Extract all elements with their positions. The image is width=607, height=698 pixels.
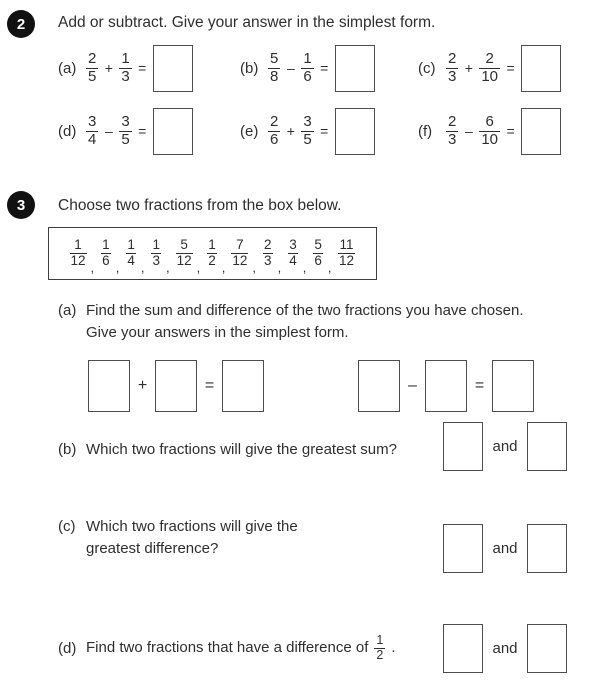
sum-equation [88,360,264,412]
bank-fraction [287,238,299,268]
question-2-prompt: Add or subtract. Give your answer in the simplest form. [58,14,436,31]
fraction-denominator: 5 [303,130,312,148]
fraction-numerator: 5 [270,50,279,68]
fraction [301,51,313,84]
question-3-badge: 3 [7,191,35,219]
fraction [374,634,385,662]
fraction-numerator: 3 [289,237,297,253]
answer-box[interactable] [335,45,375,92]
operator: + [464,60,473,76]
fraction-numerator: 2 [88,50,97,68]
item-label: (b) [240,59,259,77]
fraction-denominator: 12 [176,253,192,268]
fraction-numerator: 6 [485,113,494,131]
fraction-denominator: 12 [338,253,354,268]
fraction [86,114,98,147]
separator: , [140,260,145,275]
q2-item-b [240,43,375,93]
q2-item-c [418,43,561,93]
answer-box[interactable] [153,108,193,155]
fraction-numerator: 5 [180,237,188,253]
answer-box[interactable] [527,624,567,673]
fraction-numerator: 2 [485,50,494,68]
answer-box[interactable] [358,360,400,412]
answer-box[interactable] [443,422,483,471]
part-d-text: Find two fractions that have a difference of [86,639,369,656]
part-c-label: (c) [58,518,76,535]
fraction-denominator: 4 [88,130,97,148]
part-d-answer-group [443,624,567,673]
bank-fraction [337,238,355,268]
part-b-answer-group [443,422,567,471]
fraction [119,114,131,147]
equals-sign: = [138,123,147,139]
operator: + [286,123,295,139]
question-2-badge: 2 [7,10,35,38]
answer-box[interactable] [443,524,483,573]
question-3-prompt: Choose two fractions from the box below. [58,197,342,214]
fraction [446,51,458,84]
answer-box[interactable] [521,108,561,155]
part-a-line2: Give your answers in the simplest form. [86,324,349,341]
operator: – [104,123,113,139]
fraction-denominator: 6 [314,253,322,268]
fraction-numerator: 7 [236,237,244,253]
answer-box[interactable] [492,360,534,412]
fraction-numerator: 1 [152,237,160,253]
q2-item-d [58,106,193,156]
fraction [479,114,500,147]
part-d-label: (d) [58,639,77,657]
item-label: (f) [418,122,433,140]
separator: , [327,260,332,275]
equals-sign: = [204,377,215,394]
fraction-numerator: 1 [376,633,384,647]
period: . [391,639,396,656]
fraction-denominator: 6 [270,130,279,148]
answer-box[interactable] [521,45,561,92]
fraction-denominator: 3 [152,253,160,268]
fraction-denominator: 8 [270,67,279,85]
fraction [479,51,500,84]
separator: , [165,260,170,275]
part-c-line1: Which two fractions will give the [86,518,298,535]
minus-sign: – [408,377,417,394]
answer-box[interactable] [335,108,375,155]
and-label: and [492,540,518,557]
bank-fraction [150,238,162,268]
item-label: (d) [58,122,77,140]
equals-sign: = [506,60,515,76]
bank-fraction [125,238,137,268]
answer-box[interactable] [155,360,197,412]
fraction-bank-box [48,227,377,280]
part-c-answer-group [443,524,567,573]
fraction-numerator: 2 [270,113,279,131]
fraction-numerator: 2 [264,237,272,253]
q2-item-e [240,106,375,156]
operator: – [286,60,295,76]
part-c-text [86,516,426,560]
fraction-denominator: 3 [448,130,457,148]
q2-item-a [58,43,193,93]
item-label: (a) [58,59,77,77]
operator: + [104,60,113,76]
part-b-label: (b) [58,441,77,458]
fraction-denominator: 12 [70,253,86,268]
fraction-denominator: 3 [264,253,272,268]
fraction [446,114,458,147]
fraction [268,51,280,84]
fraction-numerator: 5 [314,237,322,253]
answer-box[interactable] [88,360,130,412]
bank-fraction [206,238,218,268]
separator: , [252,260,257,275]
fraction-denominator: 3 [121,67,130,85]
bank-fraction [70,238,87,268]
fraction-numerator: 1 [208,237,216,253]
part-a-label: (a) [58,302,77,319]
bank-fraction [231,238,248,268]
separator: , [90,260,95,275]
separator: , [221,260,226,275]
answer-box[interactable] [443,624,483,673]
item-label: (e) [240,122,259,140]
fraction-denominator: 3 [448,67,457,85]
fraction-denominator: 2 [376,647,384,662]
equals-sign: = [474,377,485,394]
bank-fraction [176,238,193,268]
equals-sign: = [320,60,329,76]
fraction [268,114,280,147]
part-d-text-row [58,627,396,669]
fraction-denominator: 6 [102,253,110,268]
separator: , [115,260,120,275]
bank-fraction [100,238,112,268]
bank-fraction [312,238,324,268]
fraction-numerator: 1 [303,50,312,68]
answer-box[interactable] [527,524,567,573]
answer-box[interactable] [425,360,467,412]
separator: , [196,260,201,275]
answer-box[interactable] [527,422,567,471]
fraction-denominator: 5 [88,67,97,85]
q2-item-f [418,106,561,156]
fraction-numerator: 3 [121,113,130,131]
fraction-denominator: 10 [481,130,499,148]
answer-box[interactable] [153,45,193,92]
fraction-numerator: 2 [448,113,457,131]
equals-sign: = [506,123,515,139]
fraction [301,114,313,147]
fraction-denominator: 2 [208,253,216,268]
part-c-line2: greatest difference? [86,540,219,557]
part-b-text: Which two fractions will give the greatest sum? [86,441,397,458]
difference-equation [358,360,534,412]
separator: , [277,260,282,275]
fraction-denominator: 10 [481,67,499,85]
plus-sign: + [137,377,148,394]
fraction-numerator: 1 [127,237,135,253]
fraction-numerator: 3 [303,113,312,131]
separator: , [302,260,307,275]
fraction [119,51,131,84]
fraction-numerator: 3 [88,113,97,131]
equals-sign: = [138,60,147,76]
part-a-text [86,300,586,344]
bank-fraction [262,238,274,268]
equals-sign: = [320,123,329,139]
fraction-numerator: 2 [448,50,457,68]
fraction [86,51,98,84]
item-label: (c) [418,59,436,77]
operator: – [464,123,473,139]
and-label: and [492,438,518,455]
fraction-denominator: 4 [127,253,135,268]
fraction-denominator: 6 [303,67,312,85]
fraction-denominator: 4 [289,253,297,268]
answer-box[interactable] [222,360,264,412]
fraction-denominator: 5 [121,130,130,148]
fraction-numerator: 1 [74,237,82,253]
part-a-line1: Find the sum and difference of the two fractions you have chosen. [86,302,524,319]
and-label: and [492,640,518,657]
fraction-numerator: 1 [121,50,130,68]
fraction-denominator: 12 [232,253,248,268]
fraction-numerator: 1 [102,237,110,253]
fraction-numerator: 11 [339,237,354,253]
